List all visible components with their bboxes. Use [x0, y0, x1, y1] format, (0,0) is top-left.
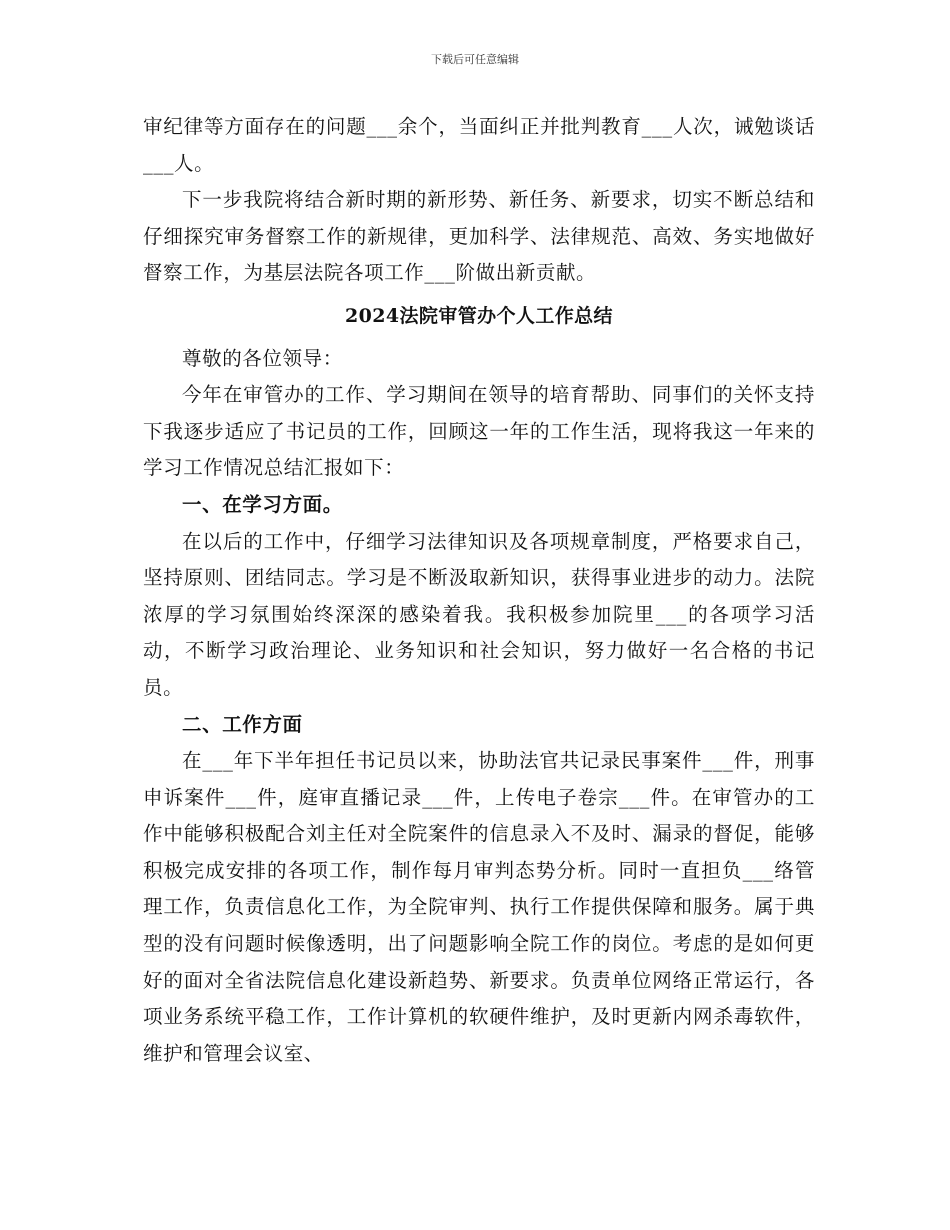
section-heading-work: 二、工作方面	[182, 712, 303, 736]
document-title: 2024法院审管办个人工作总结	[345, 304, 613, 327]
paragraph-continued: 审纪律等方面存在的问题___余个，当面纠正并批判教育___人次，诫勉谈话___人。	[143, 115, 815, 175]
page-header: 下载后可任意编辑	[431, 53, 519, 66]
section-heading-study: 一、在学习方面。	[182, 492, 343, 516]
paragraph-study: 在以后的工作中，仔细学习法律知识及各项规章制度，严格要求自己，坚持原则、团结同志。学习是不断汲取新知识，获得事业进步的动力。法院浓厚的学习氛围始终深深的感染着我。我积极参加院里___的各项学习活动，不断学习政治理论、业务知识和社会知识，努力做好一名合格的书记员。	[143, 529, 815, 699]
paragraph-work: 在___年下半年担任书记员以来，协助法官共记录民事案件___件，刑事申诉案件___件，庭审直播记录___件，上传电子卷宗___件。在审管办的工作中能够积极配合刘主任对全院案件的信息录入不及时、漏录的督促，能够积极完成安排的各项工作，制作每月审判态势分析。同时一直担负___络管理工作，负责信息化工作，为全院审判、执行工作提供保障和服务。属于典型的没有问题时候像透明，出了问题影响全院工作的岗位。考虑的是如何更好的面对全省法院信息化建设新趋势、新要求。负责单位网络正常运行，各项业务系统平稳工作，工作计算机的软硬件维护，及时更新内网杀毒软件，维护和管理会议室、	[143, 749, 815, 1065]
paragraph-intro: 今年在审管办的工作、学习期间在领导的培育帮助、同事们的关怀支持下我逐步适应了书记员的工作，回顾这一年的工作生活，现将我这一年来的学习工作情况总结汇报如下：	[143, 383, 815, 480]
document-body	[143, 109, 815, 1072]
paragraph-next-step: 下一步我院将结合新时期的新形势、新任务、新要求，切实不断总结和仔细探究审务督察工作的新规律，更加科学、法律规范、高效、务实地做好督察工作，为基层法院各项工作___阶做出新贡献。	[143, 188, 815, 285]
salutation: 尊敬的各位领导：	[182, 346, 343, 370]
